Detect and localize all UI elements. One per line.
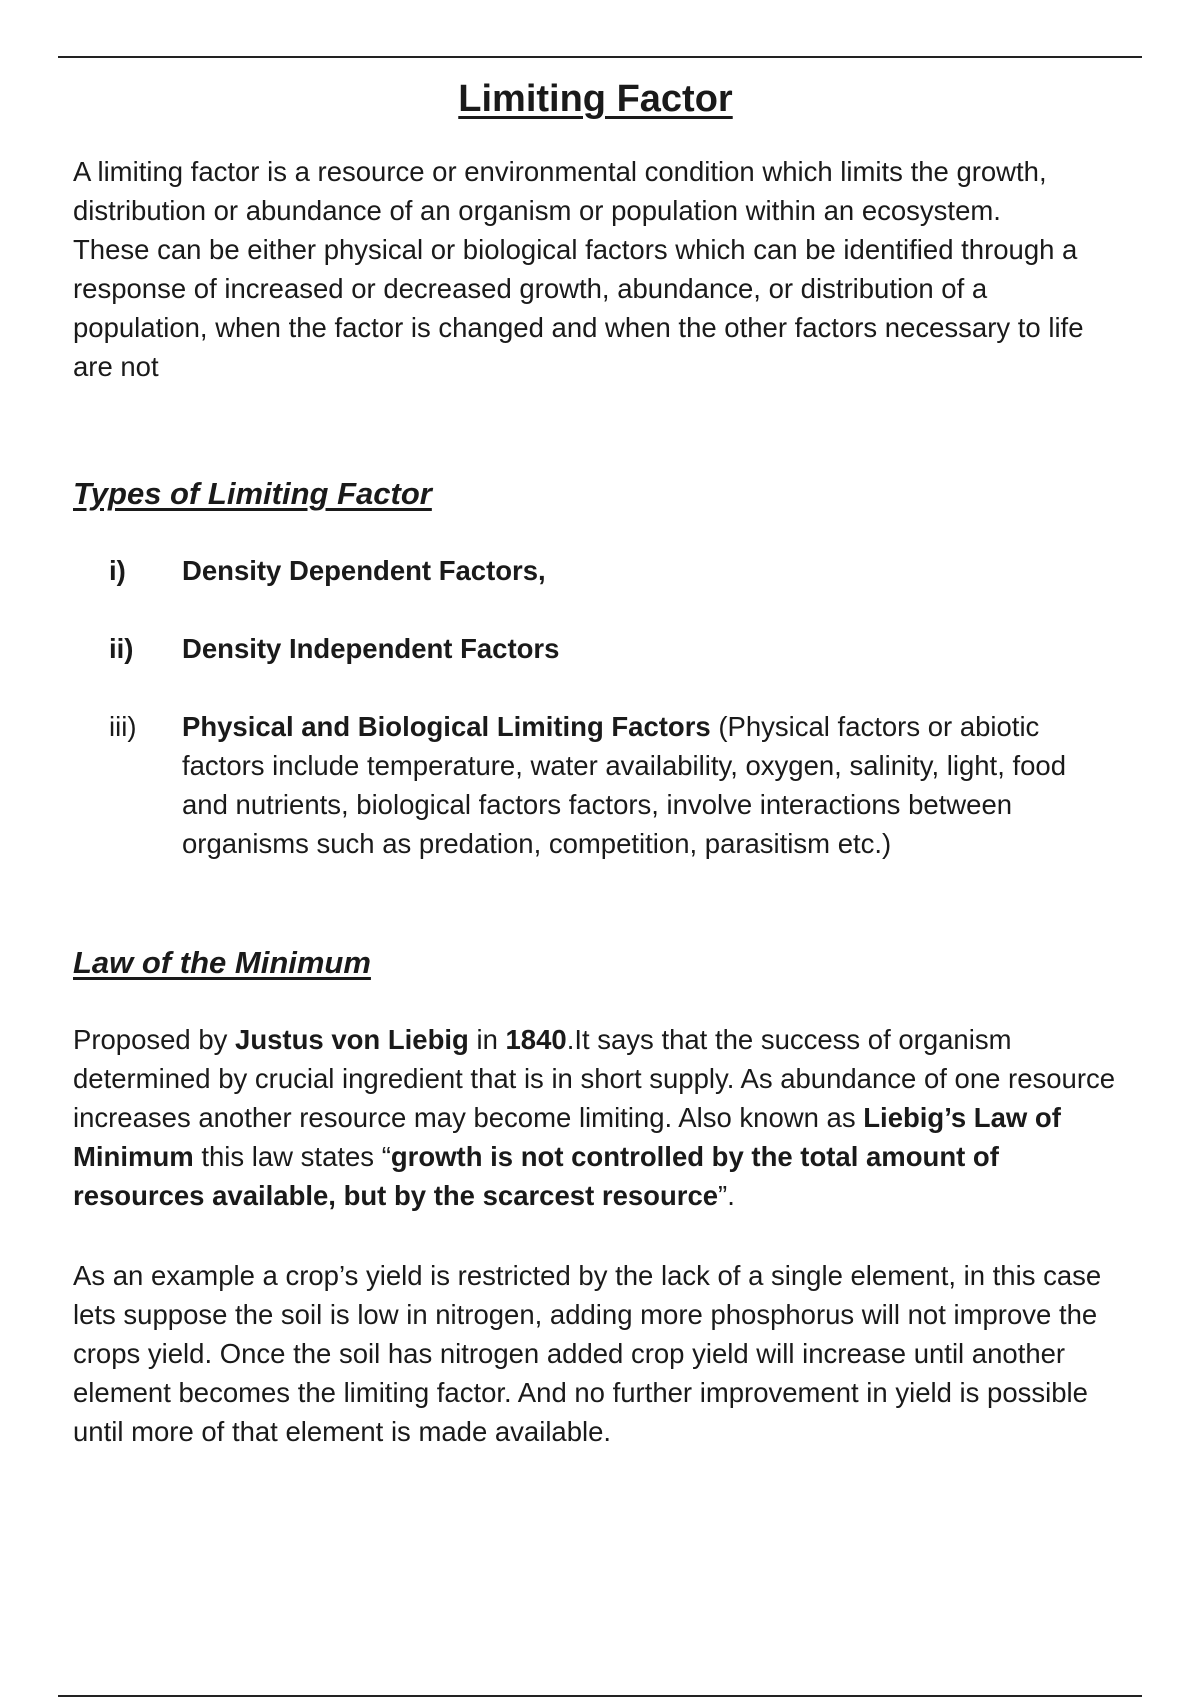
- bottom-rule: [58, 1695, 1142, 1697]
- list-label: Density Independent Factors: [182, 633, 560, 664]
- list-detail: (Physical factors or abiotic factors include temperature, water availability, oxygen, salinity, light, food and nutrients, biological factors factors, involve interactions between organisms such as predation, competition, parasitism etc.): [182, 711, 1067, 859]
- law-paragraph-2: As an example a crop’s yield is restricted by the lack of a single element, in this case lets suppose the soil is low in nitrogen, adding more phosphorus will not improve the crops yield. Once the soil has nitrogen added crop yield will increase until another element becomes the limiting factor. And no further improvement in yield is possible until more of that element is made available.: [73, 1260, 1102, 1447]
- list-number: i): [109, 555, 126, 586]
- law-paragraph-1: Proposed by Justus von Liebig in 1840.It says that the success of organism determined by crucial ingredient that is in short supply. As abundance of one resource increases another resource may become limiting. Also known as Liebig’s Law of Minimum this law states “growth is not controlled by the total amount of resources available, but by the scarcest resource”.: [73, 1024, 1116, 1211]
- list-number: ii): [109, 633, 134, 664]
- intro-paragraph-2: These can be either physical or biological factors which can be identified through a response of increased or decreased growth, abundance, or distribution of a population, when the factor is changed and when the other factors necessary to life are not: [73, 234, 1084, 382]
- types-list: [73, 551, 1118, 863]
- page-title: Limiting Factor: [458, 78, 733, 120]
- list-number: iii): [109, 711, 137, 742]
- list-item: [73, 551, 1118, 590]
- law-quote: growth is not controlled by the total amount of resources available, but by the scarcest resource: [73, 1141, 999, 1211]
- law-heading: Law of the Minimum: [73, 945, 371, 980]
- list-label: Physical and Biological Limiting Factors: [182, 711, 711, 742]
- list-label: Density Dependent Factors,: [182, 555, 546, 586]
- list-item: [73, 629, 1118, 668]
- year: 1840: [505, 1024, 567, 1055]
- intro-paragraph-1: A limiting factor is a resource or environmental condition which limits the growth, distribution or abundance of an organism or population within an ecosystem.: [73, 156, 1047, 226]
- types-heading: Types of Limiting Factor: [73, 476, 432, 511]
- list-item: [73, 707, 1118, 863]
- law-name: Liebig’s Law of Minimum: [73, 1102, 1061, 1172]
- document-page: [73, 76, 1118, 1451]
- scientist-name: Justus von Liebig: [235, 1024, 469, 1055]
- top-rule: [58, 56, 1142, 58]
